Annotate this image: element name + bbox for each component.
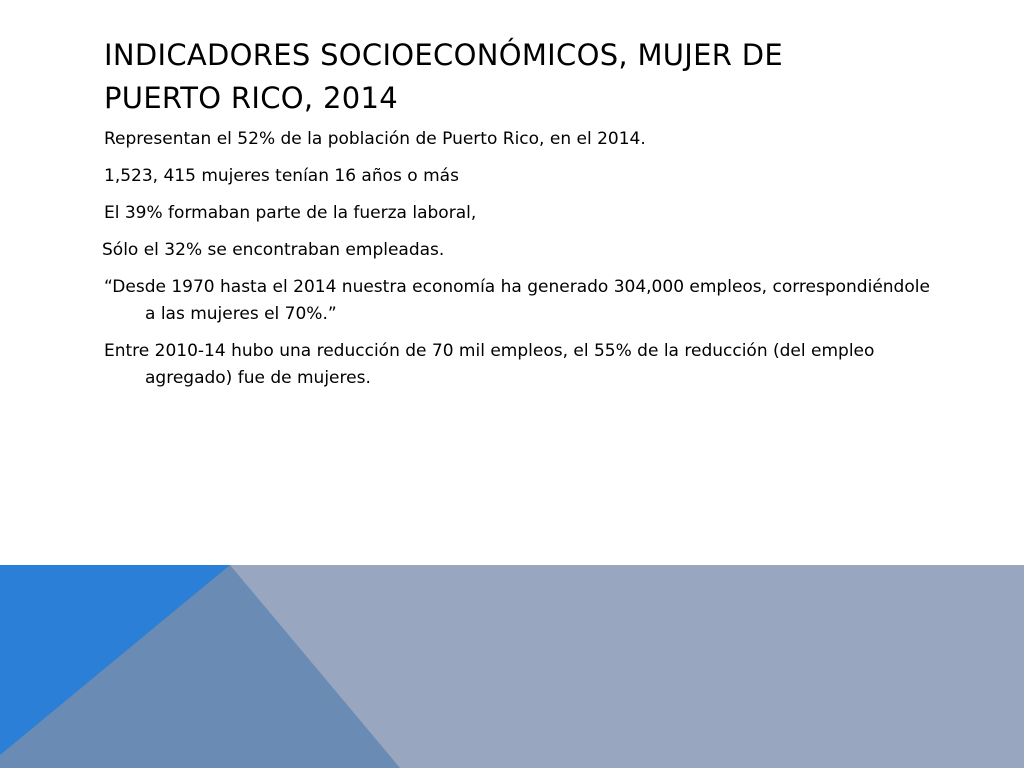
bullet-item-job-reduction: Entre 2010-14 hubo una reducción de 70 mil empleos, el 55% de la reducción (del empleo agregado) fue de mujeres.	[104, 341, 875, 388]
bullet-item-employed: Sólo el 32% se encontraban empleadas.	[102, 240, 445, 260]
bullet-item-population: Representan el 52% de la población de Puerto Rico, en el 2014.	[104, 129, 646, 149]
bullet-item-jobs-quote: “Desde 1970 hasta el 2014 nuestra economía ha generado 304,000 empleos, correspondiéndole a las mujeres el 70%.”	[104, 277, 930, 324]
bullet-item-women-16-plus: 1,523, 415 mujeres tenían 16 años o más	[104, 166, 459, 186]
slide-title-line-2: PUERTO RICO, 2014	[104, 81, 398, 115]
bullet-list	[104, 126, 934, 402]
bullet-item-labor-force: El 39% formaban parte de la fuerza laboral,	[104, 203, 477, 223]
slide-title	[104, 34, 964, 120]
footer-decoration	[0, 565, 1024, 768]
slide-title-line-1: INDICADORES SOCIOECONÓMICOS, MUJER DE	[104, 38, 783, 72]
